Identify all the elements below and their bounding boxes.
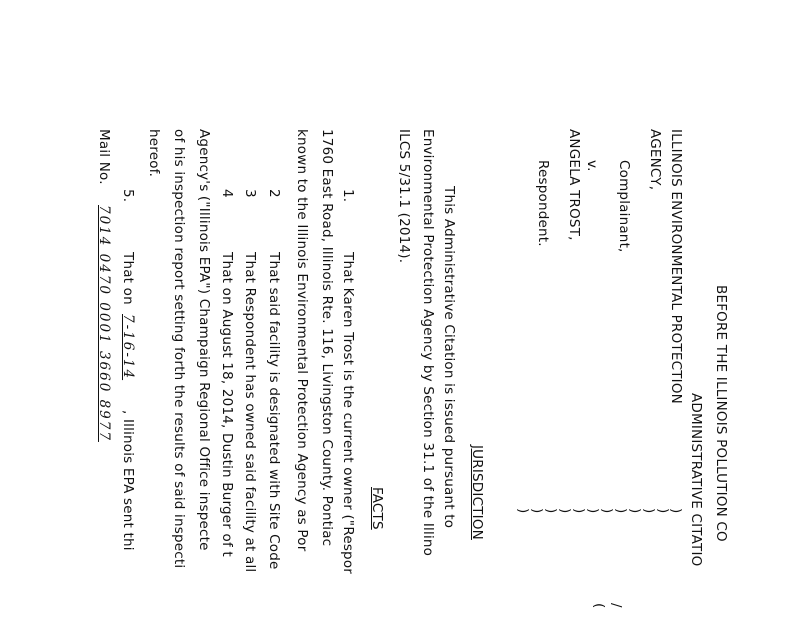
jurisdiction-line1: This Administrative Citation is issued pursuant to — [441, 186, 457, 529]
fact-line: That on August 18, 2014, Dustin Burger of t — [219, 252, 235, 557]
fact-line: Agency's ("Illinois EPA") Champaign Regional Office inspecte — [196, 129, 212, 551]
citation-heading-line1: BEFORE THE ILLINOIS POLLUTION CO — [713, 285, 729, 542]
fact-line: of his inspection report setting forth the results of said inspecti — [171, 129, 187, 569]
caption-bracket: ) — [641, 508, 657, 514]
complainant-role: Complainant, — [616, 160, 632, 253]
fact-line: That Karen Trost is the current owner ("Respor — [340, 252, 356, 575]
caption-bracket: ) — [613, 508, 629, 514]
mail-label: Mail No. — [96, 129, 112, 185]
fact-number: 1. — [340, 189, 356, 203]
versus-label: v. — [584, 160, 600, 172]
caption-bracket: ) — [599, 508, 615, 514]
jurisdiction-title: JURISDICTION — [469, 445, 485, 540]
complainant-name-line2: AGENCY, — [647, 129, 663, 191]
edge-mark: / — [608, 603, 624, 608]
fact-line: That Respondent has owned said facility at all — [242, 252, 258, 573]
fact-number: 3 — [242, 189, 258, 198]
caption-bracket: ) — [585, 508, 601, 514]
fact-number: 2 — [266, 189, 282, 198]
respondent-name: ANGELA TROST, — [566, 129, 582, 241]
mail-number: 7014 0470 0001 3660 8977 — [96, 205, 112, 442]
citation-heading-line2: ADMINISTRATIVE CITATIO — [688, 393, 704, 567]
caption-bracket: ) — [571, 508, 587, 514]
fact-line: known to the Illinois Environmental Protection Agency as Por — [294, 129, 310, 552]
jurisdiction-line2: Environmental Protection Agency by Section 31.1 of the Illino — [420, 129, 436, 557]
handwritten-date: 7-16-14 — [120, 314, 136, 381]
caption-bracket: ) — [655, 508, 671, 514]
fact-number: 5. — [120, 189, 136, 203]
complainant-name-line1: ILLINOIS ENVIRONMENTAL PROTECTION — [668, 129, 684, 404]
caption-bracket: ) — [557, 508, 573, 514]
fact-line: That on — [120, 252, 136, 305]
caption-bracket: ) — [529, 508, 545, 514]
edge-mark: ( — [591, 603, 607, 609]
fact-line: hereof. — [146, 129, 162, 178]
facts-title: FACTS — [369, 487, 385, 530]
fact-line: , Illinois EPA sent thi — [120, 410, 136, 551]
respondent-role: Respondent. — [535, 160, 551, 247]
jurisdiction-line3: ILCS 5/31.1 (2014). — [396, 129, 412, 264]
fact-line: 1760 East Road, Illinois Rte. 116, Livingston County. Pontiac — [319, 129, 335, 547]
caption-bracket: ) — [627, 508, 643, 514]
caption-bracket: ) — [515, 508, 531, 514]
caption-bracket: ) — [668, 508, 684, 514]
fact-number: 4 — [219, 189, 235, 198]
caption-bracket: ) — [543, 508, 559, 514]
fact-line: That said facility is designated with Site Code — [266, 252, 282, 570]
